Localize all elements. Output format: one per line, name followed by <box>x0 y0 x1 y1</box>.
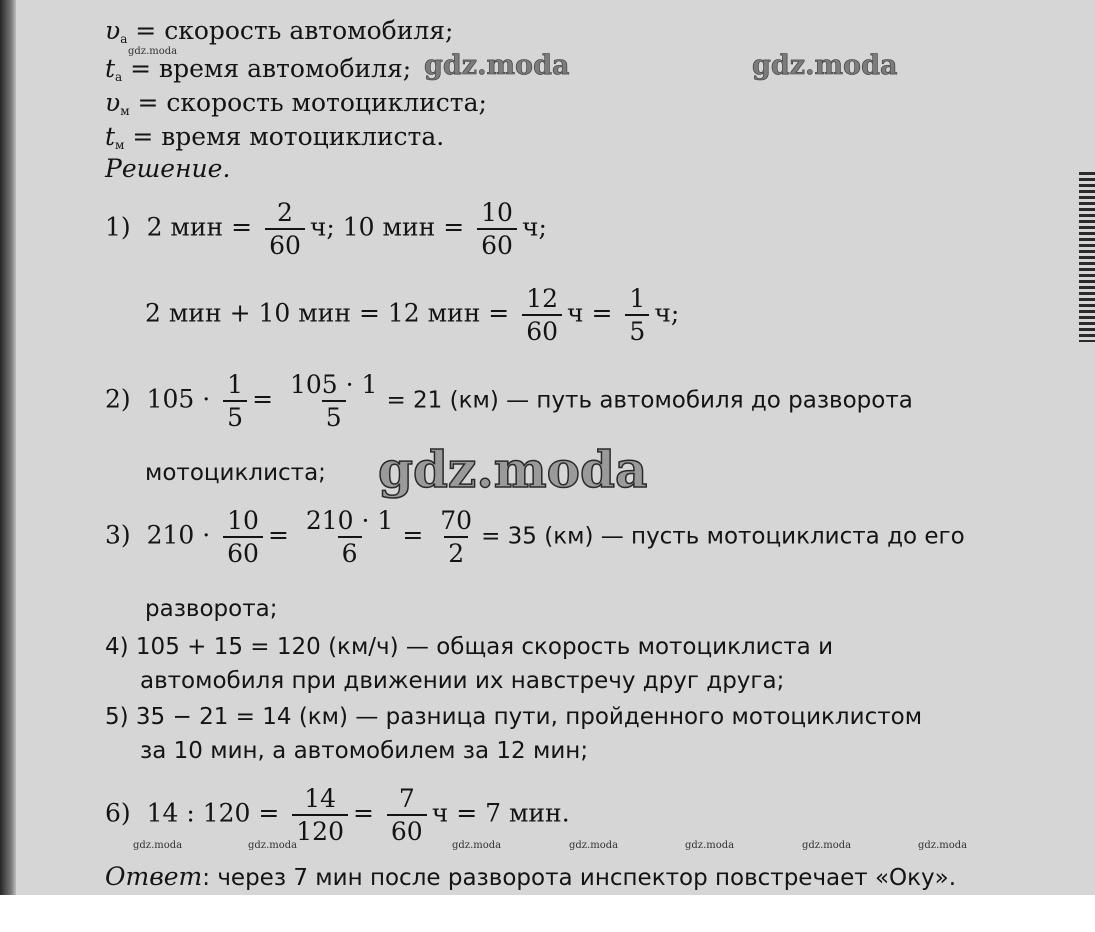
fraction: $\frac{70}{2}$ <box>440 506 473 568</box>
watermark-small: gdz.moda <box>802 840 852 851</box>
definition-moto-time: $t_м$ = время мотоциклиста. <box>105 122 445 152</box>
step-3-continued: разворота; <box>145 596 278 622</box>
step-5-continued: за 10 мин, а автомобилем за 12 мин; <box>140 738 589 764</box>
watermark-small: gdz.moda <box>918 840 968 851</box>
watermark-small: gdz.moda <box>248 840 298 851</box>
fraction: $\frac{14}{120}$ <box>292 786 348 844</box>
watermark-medium: gdz.moda <box>424 50 570 81</box>
definition-moto-speed: $\upsilon_м$ = скорость мотоциклиста; <box>105 88 487 118</box>
fraction: $\frac{1}{5}$ <box>223 372 247 430</box>
answer-line: Ответ: через 7 мин после разворота инспектор повстречает «Оку». <box>105 862 957 891</box>
step-2-continued: мотоциклиста; <box>145 460 326 486</box>
fraction: $\frac{10}{60}$ <box>223 508 263 566</box>
fraction: $\frac{1}{5}$ <box>625 286 649 344</box>
definition-car-time: $t_а$ = время автомобиля; <box>105 54 412 84</box>
watermark-small: gdz.moda <box>133 840 183 851</box>
book-spine <box>0 0 16 895</box>
step-4: 4) 105 + 15 = 120 (км/ч) — общая скорость мотоциклиста и <box>105 634 834 660</box>
step-2: 2) 105 · $\frac{1}{5}$ = $\frac{105 \cdot 1}{5}$ = 21 (км) — путь автомобиля до разворота <box>105 370 913 432</box>
step-6: 6) 14 : 120 = $\frac{14}{120}$ = $\frac{7}{60}$ ч = 7 мин. <box>105 784 570 846</box>
definition-car-speed: $\upsilon_а$ = скорость автомобиля; <box>105 16 454 46</box>
fraction: $\frac{12}{60}$ <box>522 286 562 344</box>
step-4-continued: автомобиля при движении их навстречу друг друга; <box>140 668 785 694</box>
fraction: $\frac{7}{60}$ <box>387 786 427 844</box>
step-5: 5) 35 − 21 = 14 (км) — разница пути, пройденного мотоциклистом <box>105 704 923 730</box>
fraction: $\frac{2}{60}$ <box>265 200 305 258</box>
solution-heading: Решение. <box>105 154 231 183</box>
step-1-continued: 2 мин + 10 мин = 12 мин = $\frac{12}{60}$ ч = $\frac{1}{5}$ ч; <box>145 284 680 346</box>
fraction: $\frac{210 \cdot 1}{6}$ <box>305 506 394 568</box>
watermark-large: gdz.moda <box>378 440 648 499</box>
fraction: $\frac{10}{60}$ <box>477 200 517 258</box>
step-3: 3) 210 · $\frac{10}{60}$ = $\frac{210 \cdot 1}{6}$ = $\frac{70}{2}$ = 35 (км) — пусть мотоциклиста до его <box>105 506 965 568</box>
page-edge-marks <box>1079 172 1095 342</box>
watermark-small: gdz.moda <box>128 46 178 57</box>
watermark-small: gdz.moda <box>452 840 502 851</box>
bleed-through-text <box>860 20 1080 890</box>
watermark-small: gdz.moda <box>569 840 619 851</box>
watermark-medium: gdz.moda <box>752 50 898 81</box>
watermark-small: gdz.moda <box>685 840 735 851</box>
step-1: 1) 2 мин = $\frac{2}{60}$ ч; 10 мин = $\frac{10}{60}$ ч; <box>105 198 547 260</box>
fraction: $\frac{105 \cdot 1}{5}$ <box>289 370 378 432</box>
